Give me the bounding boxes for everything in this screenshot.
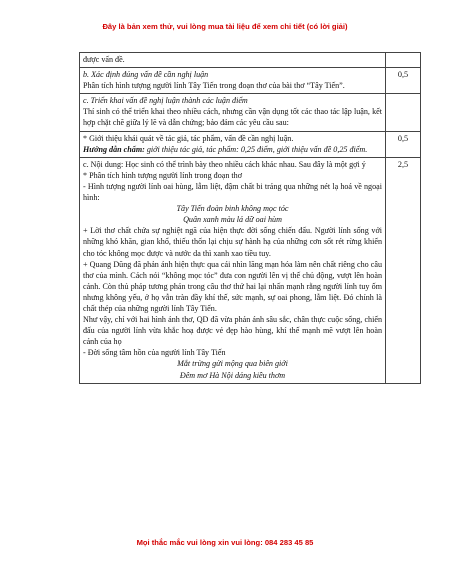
row-text: được vấn đề. — [83, 55, 125, 64]
grading-table — [79, 52, 421, 384]
score-cell: 2,5 — [386, 157, 421, 383]
row-body: Thí sinh có thể triển khai theo nhiều cách, nhưng cần vận dụng tốt các thao tác lập luận, kết hợp chặt chẽ giữa lý lẽ và dẫn chứng; bảo đảm các yêu cầu sau: — [83, 107, 382, 128]
preview-banner: Đây là bản xem thử, vui lòng mua tài liệu để xem chi tiết (có lời giải) — [102, 22, 348, 31]
verse-line: Mắt trừng gửi mộng qua biên giới — [177, 359, 288, 369]
table-row — [80, 131, 421, 157]
guide-label: Hướng dẫn chấm: — [83, 144, 145, 154]
table-row — [80, 68, 421, 94]
row-heading: b. Xác định đúng vấn đề cần nghị luận — [83, 70, 209, 80]
section-heading: - Đời sống tâm hồn của người lính Tây Tiến — [83, 348, 226, 358]
score-cell — [386, 94, 421, 131]
table-row — [80, 94, 421, 131]
table-row — [80, 53, 421, 68]
verse-line: Tây Tiến đoàn binh không mọc tóc — [176, 204, 289, 214]
paragraph: + Quang Dũng đã phản ánh hiện thực qua cái nhìn lãng mạn hóa làm nên chất riêng cho câu thơ của mình. Cách nói “không mọc tóc” đưa con người lên vị thế chủ động, vượt lên hoàn cảnh. Còn thủ pháp tương phản trong câu thơ thứ hai lại nhấn mạnh rằng người lính tuy ốm nhưng không yếu, ở họ vẫn tràn đầy khí thế, sức mạnh, sự oai phong, lẫm liệt. Đó chính là chất thép của những người lính Tây Tiến. — [83, 259, 382, 313]
grading-guide — [83, 144, 382, 155]
table-row — [80, 157, 421, 383]
row-heading: c. Triển khai vấn đề nghị luận thành các luận điểm — [83, 96, 248, 106]
section-heading: * Phân tích hình tượng người lính trong đoạn thơ — [83, 170, 242, 180]
score-cell: 0,5 — [386, 68, 421, 94]
content-intro: c. Nội dung: Học sinh có thể trình bày theo nhiều cách khác nhau. Sau đây là một gợi ý — [83, 159, 366, 169]
paragraph: - Hình tượng người lính oai hùng, lẫm liệt, đậm chất bi tráng qua những nét lạ hoá về ngoại hình: — [83, 181, 382, 203]
row-body: Phân tích hình tượng người lính Tây Tiến trong đoạn thơ của bài thơ “Tây Tiến”. — [83, 81, 345, 91]
verse-line: Quân xanh màu lá dữ oai hùm — [183, 215, 282, 225]
score-cell: 0,5 — [386, 131, 421, 157]
paragraph: Như vậy, chỉ với hai hình ảnh thơ, QD đã vừa phản ánh sâu sắc, chân thực cuộc sống, chiến đấu của người lính vừa khắc hoạ được vẻ đẹp hào hùng, khí thế mạnh mẽ vượt lên hoàn cảnh của họ — [83, 315, 382, 347]
guide-text: giới thiệu tác giả, tác phẩm: 0,25 điểm, giới thiệu vấn đề 0,25 điểm. — [144, 144, 368, 154]
verse-line: Đêm mơ Hà Nội dáng kiều thơm — [179, 370, 286, 380]
contact-footer: Mọi thắc mắc vui lòng xin vui lòng: 084 283 45 85 — [136, 538, 314, 547]
score-cell — [386, 53, 421, 68]
paragraph: + Lời thơ chất chứa sự nghiệt ngã của hiện thực đời sống chiến đấu. Người lính sống với những khó khăn, gian khổ, thiếu thốn lại chịu sự hành hạ của những cơn sốt rét rừng khiến cho tóc không mọc được và nước da thì xanh xao tiều tuy. — [83, 226, 382, 258]
row-body: * Giới thiệu khái quát về tác giả, tác phẩm, vấn đề cần nghị luận. — [83, 133, 294, 143]
